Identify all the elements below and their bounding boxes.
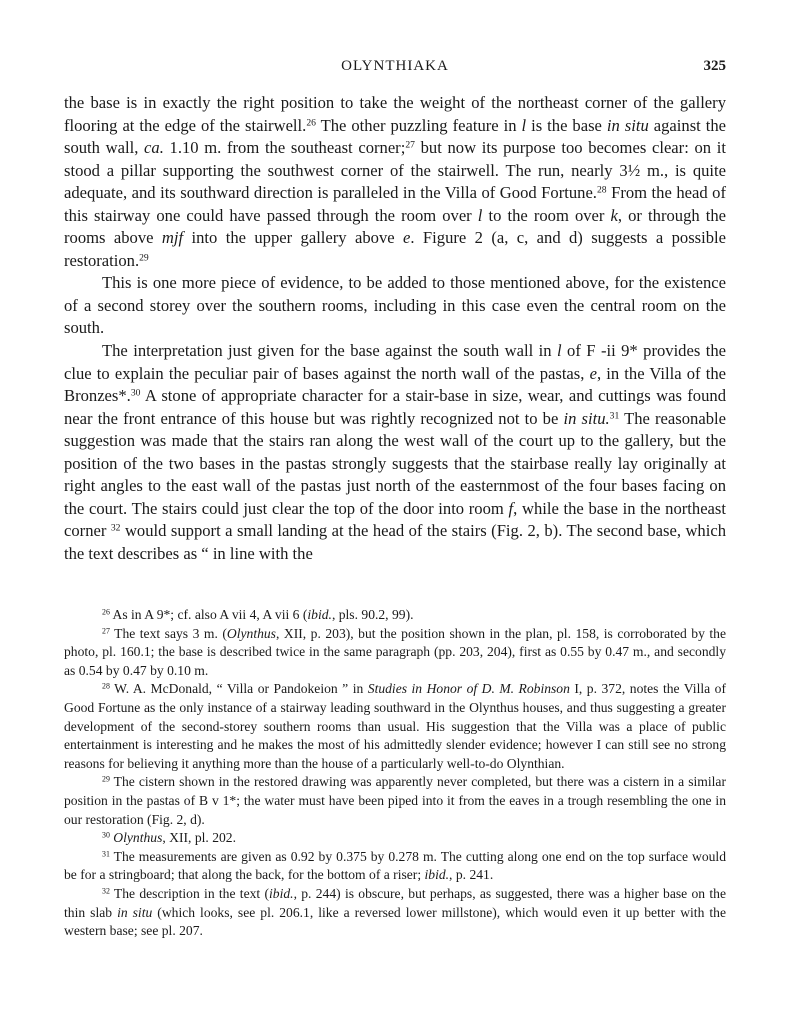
footnote-ref-32[interactable]: 32 [110, 523, 121, 535]
paragraph-2: This is one more piece of evidence, to be added to those mentioned above, for the existence of a second storey over the southern rooms, including in this case even the central room on the south. [64, 273, 726, 338]
footnote-number: 29 [102, 775, 110, 785]
footnote-ref-30[interactable]: 30 [130, 387, 141, 399]
italic-term: Studies in Honor of D. M. Robinson [367, 681, 570, 697]
footnote-ref-26[interactable]: 26 [306, 117, 316, 129]
text-run: The other puzzling feature in [315, 115, 522, 135]
room-label: e [589, 363, 597, 383]
footnote-31 [64, 848, 726, 885]
text-run: (which looks, see pl. 206.1, like a reversed lower millstone), which would even it up better with the western base; see pl. 207. [64, 904, 726, 939]
text-run: the base is in exactly the right position to take the weight of the northeast corner of the gallery flooring at the edge of the stairwell. [64, 93, 726, 135]
room-label: k [610, 205, 618, 225]
text-run: The description in the text ( [109, 885, 270, 901]
paragraph-1 [64, 92, 726, 272]
text-run: The interpretation just given for the base against the south wall in [102, 341, 557, 361]
text-run: , in the Villa of the Bronzes*. [64, 363, 726, 406]
footnote-number: 28 [102, 682, 110, 692]
italic-term: ibid. [307, 607, 332, 622]
footnote-number: 27 [102, 626, 110, 636]
text-run: From the head of this stairway one could have passed through the room over [64, 183, 726, 225]
italic-term: Olynthus [226, 625, 276, 641]
body-text [64, 92, 726, 565]
room-label: mjf [161, 228, 184, 248]
text-run: , XII, p. 203), but the position shown in the plan, pl. 158, is corroborated by the photo, pl. 160.1; the base is described twice in the same paragraph (pp. 203, 204), first as 0.55 by 0.47 m., and secondly as 0.54 by 0.47 by 0.10 m. [64, 625, 726, 678]
text-run: The reasonable suggestion was made that the stairs ran along the west wall of the court up to the gallery, but the position of the two bases in the pastas strongly suggests that the stairbase really lay originally at right angles to the east wall of the pastas just north of the easternmost of the four bases facing on the court. The stairs could just clear the top of the door into room [64, 408, 726, 518]
text-run: , while the base in the northeast corner [64, 498, 726, 541]
footnote-27 [64, 625, 726, 681]
room-label: e [403, 228, 411, 248]
room-label: l [557, 341, 562, 361]
footnote-number: 26 [102, 607, 110, 617]
room-label: f [508, 498, 514, 518]
italic-term: in situ [117, 904, 153, 920]
room-label: l [477, 205, 483, 225]
text-run: , p. 241. [449, 867, 494, 883]
text-run: The text says 3 m. ( [109, 625, 227, 641]
italic-term: Olynthus [109, 830, 163, 846]
room-label: l [521, 115, 527, 135]
running-header [64, 58, 726, 78]
footnote-29 [64, 773, 726, 829]
italic-term: ibid. [424, 867, 450, 883]
text-run: The measurements are given as 0.92 by 0.375 by 0.278 m. The cutting along one end on the top surface would be for a stringboard; that along the back, for the bottom of a riser; [64, 848, 726, 883]
footnote-30 [64, 829, 726, 848]
footnote-ref-31[interactable]: 31 [609, 410, 620, 422]
text-run: , XII, pl. 202. [162, 830, 236, 846]
text-run: I, p. 372, notes the Villa of Good Fortune as the only instance of a stairway leading southward in the Olynthus houses, and thus suggesting a greater development of the second-storey southern rooms than usual. His suggestion that the Villa was a place of public entertainment is interesting and he makes the most of his admittedly slender evidence; however I can still see no strong reasons for believing it anything more than the house of a particularly well-to-do Olynthian. [64, 681, 726, 771]
text-run: of F -ii 9* provides the clue to explain the peculiar pair of bases against the north wall of the pastas, [64, 341, 727, 383]
text-run: A stone of appropriate character for a stair-base in size, wear, and cuttings was found near the front entrance of this house but was rightly recognized not to be [64, 386, 726, 428]
footnote-number: 32 [102, 886, 110, 896]
footnote-ref-29[interactable]: 29 [139, 252, 149, 264]
running-title: OLYNTHIAKA [341, 58, 449, 74]
text-run: , or through the rooms above [64, 205, 727, 248]
text-run: , p. 244) is obscure, but perhaps, as suggested, there was a higher base on the thin slab [64, 885, 726, 920]
footnote-number: 30 [102, 830, 110, 840]
text-run: The cistern shown in the restored drawing was apparently never completed, but there was a cistern in a similar position in the pastas of B v 1*; the water must have been piped into it from the eaves in a trough resembling the one in our restoration (Fig. 2, d). [64, 774, 726, 827]
text-run: but now its purpose too becomes clear: on it stood a pillar supporting the southwest corner of the stairwell. The run, nearly 3½ m., is quite adequate, and its southward direction is paralleled in the Villa of Good Fortune. [64, 138, 726, 203]
text-run: into the upper gallery above [183, 228, 404, 248]
text-run: . Figure 2 (a, c, and d) suggests a possible restoration. [64, 228, 727, 270]
paragraph-3 [64, 340, 726, 565]
text-run: , pls. 90.2, 99). [331, 607, 414, 622]
italic-term: ca. [144, 138, 164, 158]
italic-term: ibid. [269, 885, 294, 901]
footnote-ref-28[interactable]: 28 [596, 184, 607, 196]
italic-term: in situ [606, 115, 649, 135]
footnote-ref-27[interactable]: 27 [405, 139, 415, 151]
text-run: W. A. McDonald, “ Villa or Pandokeion ” in [109, 681, 368, 697]
footnote-26 [64, 606, 726, 625]
page-number: 325 [703, 58, 726, 74]
text-run: to the room over [482, 205, 611, 225]
text-run: against the south wall, [64, 115, 727, 158]
text-run: is the base [526, 115, 607, 135]
text-run: As in A 9*; cf. also A vii 4, A vii 6 ( [109, 607, 308, 622]
footnote-32 [64, 885, 726, 941]
footnotes [64, 606, 726, 941]
footnote-28 [64, 680, 726, 773]
text-run: would support a small landing at the head of the stairs (Fig. 2, b). The second base, which the text describes as “ in line with the [64, 521, 726, 563]
text-run: 1.10 m. from the southeast corner; [163, 138, 406, 158]
footnote-number: 31 [102, 849, 110, 859]
italic-term: in situ. [563, 408, 610, 428]
